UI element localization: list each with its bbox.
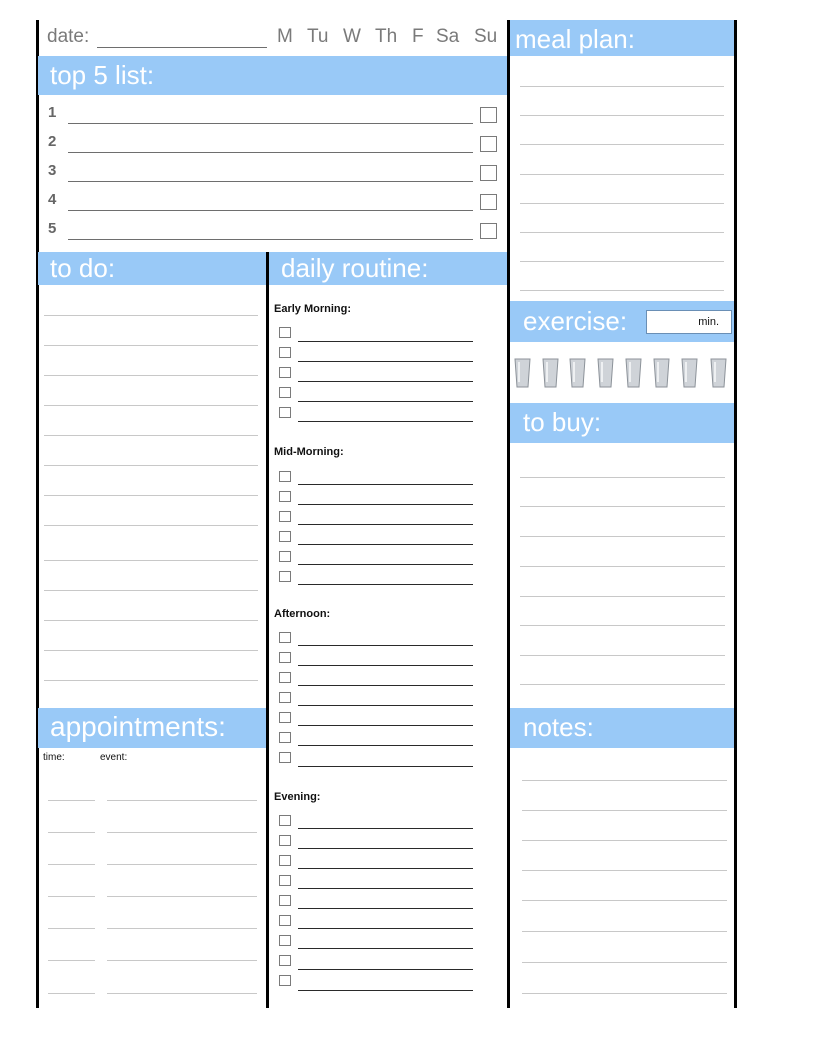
routine-checkbox[interactable]: [279, 491, 291, 502]
top5-number-5: 5: [48, 220, 57, 237]
todo-header: [38, 252, 266, 285]
to-buy-line[interactable]: [520, 477, 725, 478]
routine-checkbox[interactable]: [279, 327, 291, 338]
appointment-time-line[interactable]: [48, 800, 95, 801]
top5-number-2: 2: [48, 133, 57, 150]
routine-line[interactable]: [298, 421, 473, 422]
notes-header: [510, 708, 734, 748]
top5-number-4: 4: [48, 191, 57, 208]
routine-checkbox[interactable]: [279, 935, 291, 946]
date-label: date:: [47, 26, 90, 47]
routine-early-morning-label: Early Morning:: [274, 303, 352, 315]
notes-line[interactable]: [522, 840, 727, 841]
water-glass-icon[interactable]: [681, 358, 698, 388]
right-column-divider: [507, 20, 510, 1008]
appointment-time-line[interactable]: [48, 832, 95, 833]
todo-line[interactable]: [44, 315, 258, 316]
meal-plan-line[interactable]: [520, 203, 724, 204]
meal-plan-line[interactable]: [520, 144, 724, 145]
to-buy-header: [510, 403, 734, 443]
routine-checkbox[interactable]: [279, 551, 291, 562]
routine-checkbox[interactable]: [279, 712, 291, 723]
routine-line[interactable]: [298, 361, 473, 362]
top5-line-4[interactable]: [68, 210, 473, 211]
routine-line[interactable]: [298, 948, 473, 949]
appointment-event-line[interactable]: [107, 928, 257, 929]
routine-checkbox[interactable]: [279, 407, 291, 418]
meal-plan-line[interactable]: [520, 261, 724, 262]
routine-line[interactable]: [298, 665, 473, 666]
day-thursday[interactable]: Th: [375, 26, 398, 47]
to-buy-title: to buy:: [523, 407, 602, 437]
exercise-title: exercise:: [523, 306, 628, 336]
to-buy-line[interactable]: [520, 506, 725, 507]
routine-line[interactable]: [298, 868, 473, 869]
notes-line[interactable]: [522, 931, 727, 932]
routine-line[interactable]: [298, 725, 473, 726]
appointment-event-line[interactable]: [107, 993, 257, 994]
appointment-time-line[interactable]: [48, 864, 95, 865]
meal-plan-line[interactable]: [520, 232, 724, 233]
appointment-event-line[interactable]: [107, 864, 257, 865]
day-friday[interactable]: F: [412, 26, 424, 47]
routine-title: daily routine:: [281, 253, 429, 283]
routine-line[interactable]: [298, 928, 473, 929]
routine-evening-label: Evening:: [274, 791, 321, 803]
day-sunday[interactable]: Su: [474, 26, 498, 47]
meal-plan-line[interactable]: [520, 86, 724, 87]
to-buy-line[interactable]: [520, 536, 725, 537]
left-border: [36, 20, 39, 1008]
todo-line[interactable]: [44, 435, 258, 436]
routine-line[interactable]: [298, 504, 473, 505]
appointment-event-line[interactable]: [107, 896, 257, 897]
routine-line[interactable]: [298, 888, 473, 889]
top5-checkbox-5[interactable]: [480, 223, 497, 239]
routine-line[interactable]: [298, 524, 473, 525]
routine-checkbox[interactable]: [279, 531, 291, 542]
todo-line[interactable]: [44, 465, 258, 466]
routine-line[interactable]: [298, 828, 473, 829]
routine-checkbox[interactable]: [279, 915, 291, 926]
todo-line[interactable]: [44, 345, 258, 346]
routine-line[interactable]: [298, 766, 473, 767]
todo-line[interactable]: [44, 680, 258, 681]
routine-header: [269, 252, 507, 285]
todo-line[interactable]: [44, 560, 258, 561]
to-buy-line[interactable]: [520, 596, 725, 597]
appointment-time-line[interactable]: [48, 896, 95, 897]
meal-plan-header: [510, 20, 734, 56]
date-field[interactable]: [97, 47, 267, 48]
routine-checkbox[interactable]: [279, 511, 291, 522]
routine-line[interactable]: [298, 401, 473, 402]
todo-title: to do:: [50, 253, 116, 283]
right-border: [734, 20, 737, 1008]
routine-checkbox[interactable]: [279, 632, 291, 643]
routine-checkbox[interactable]: [279, 895, 291, 906]
appointment-event-line[interactable]: [107, 960, 257, 961]
routine-checkbox[interactable]: [279, 835, 291, 846]
top5-line-5[interactable]: [68, 239, 473, 240]
routine-checkbox[interactable]: [279, 875, 291, 886]
appointment-time-line[interactable]: [48, 928, 95, 929]
top5-checkbox-3[interactable]: [480, 165, 497, 181]
routine-line[interactable]: [298, 990, 473, 991]
meal-plan-line[interactable]: [520, 174, 724, 175]
meal-plan-title: meal plan:: [515, 24, 635, 54]
todo-line[interactable]: [44, 495, 258, 496]
routine-mid-morning-label: Mid-Morning:: [274, 446, 344, 458]
todo-line[interactable]: [44, 375, 258, 376]
top5-line-1[interactable]: [68, 123, 473, 124]
top5-checkbox-4[interactable]: [480, 194, 497, 210]
routine-line[interactable]: [298, 705, 473, 706]
routine-line[interactable]: [298, 685, 473, 686]
routine-checkbox[interactable]: [279, 672, 291, 683]
appointments-event-label: event:: [100, 752, 128, 763]
day-wednesday[interactable]: W: [343, 26, 361, 47]
todo-line[interactable]: [44, 525, 258, 526]
exercise-unit-label: min.: [698, 316, 719, 328]
routine-checkbox[interactable]: [279, 692, 291, 703]
todo-line[interactable]: [44, 650, 258, 651]
day-monday[interactable]: M: [277, 26, 293, 47]
day-saturday[interactable]: Sa: [436, 26, 460, 47]
routine-line[interactable]: [298, 381, 473, 382]
notes-line[interactable]: [522, 993, 727, 994]
water-glass-icon[interactable]: [597, 358, 614, 388]
middle-divider: [266, 252, 269, 1008]
water-glass-icon[interactable]: [653, 358, 670, 388]
routine-checkbox[interactable]: [279, 855, 291, 866]
routine-checkbox[interactable]: [279, 387, 291, 398]
routine-checkbox[interactable]: [279, 815, 291, 826]
routine-line[interactable]: [298, 544, 473, 545]
to-buy-line[interactable]: [520, 655, 725, 656]
notes-line[interactable]: [522, 962, 727, 963]
todo-line[interactable]: [44, 590, 258, 591]
top5-number-1: 1: [48, 104, 57, 121]
appointment-time-line[interactable]: [48, 960, 95, 961]
routine-line[interactable]: [298, 745, 473, 746]
notes-line[interactable]: [522, 780, 727, 781]
todo-line[interactable]: [44, 620, 258, 621]
routine-checkbox[interactable]: [279, 752, 291, 763]
routine-line[interactable]: [298, 341, 473, 342]
top5-title: top 5 list:: [50, 60, 155, 90]
to-buy-line[interactable]: [520, 684, 725, 685]
top5-line-3[interactable]: [68, 181, 473, 182]
todo-line[interactable]: [44, 405, 258, 406]
routine-line[interactable]: [298, 908, 473, 909]
meal-plan-line[interactable]: [520, 290, 724, 291]
to-buy-line[interactable]: [520, 625, 725, 626]
routine-checkbox[interactable]: [279, 975, 291, 986]
water-glass-icon[interactable]: [514, 358, 531, 388]
top5-number-3: 3: [48, 162, 57, 179]
notes-line[interactable]: [522, 810, 727, 811]
top5-header: [38, 56, 507, 95]
routine-checkbox[interactable]: [279, 955, 291, 966]
routine-line[interactable]: [298, 645, 473, 646]
appointments-header: [38, 708, 266, 748]
notes-title: notes:: [523, 712, 594, 742]
routine-checkbox[interactable]: [279, 471, 291, 482]
appointment-event-line[interactable]: [107, 800, 257, 801]
to-buy-line[interactable]: [520, 566, 725, 567]
top5-checkbox-1[interactable]: [480, 107, 497, 123]
routine-checkbox[interactable]: [279, 367, 291, 378]
water-glass-icon[interactable]: [542, 358, 559, 388]
appointment-time-line[interactable]: [48, 993, 95, 994]
water-glass-icon[interactable]: [710, 358, 727, 388]
routine-checkbox[interactable]: [279, 732, 291, 743]
routine-line[interactable]: [298, 969, 473, 970]
top5-line-2[interactable]: [68, 152, 473, 153]
water-glass-icon[interactable]: [625, 358, 642, 388]
routine-line[interactable]: [298, 584, 473, 585]
notes-line[interactable]: [522, 870, 727, 871]
routine-line[interactable]: [298, 848, 473, 849]
routine-line[interactable]: [298, 484, 473, 485]
top5-checkbox-2[interactable]: [480, 136, 497, 152]
notes-line[interactable]: [522, 900, 727, 901]
water-glass-icon[interactable]: [569, 358, 586, 388]
exercise-minutes-field[interactable]: [646, 310, 732, 334]
routine-checkbox[interactable]: [279, 571, 291, 582]
appointment-event-line[interactable]: [107, 832, 257, 833]
routine-checkbox[interactable]: [279, 347, 291, 358]
appointments-time-label: time:: [43, 752, 65, 763]
routine-checkbox[interactable]: [279, 652, 291, 663]
meal-plan-line[interactable]: [520, 115, 724, 116]
day-tuesday[interactable]: Tu: [307, 26, 329, 47]
appointments-title: appointments:: [50, 711, 226, 742]
routine-line[interactable]: [298, 564, 473, 565]
routine-afternoon-label: Afternoon:: [274, 608, 331, 620]
